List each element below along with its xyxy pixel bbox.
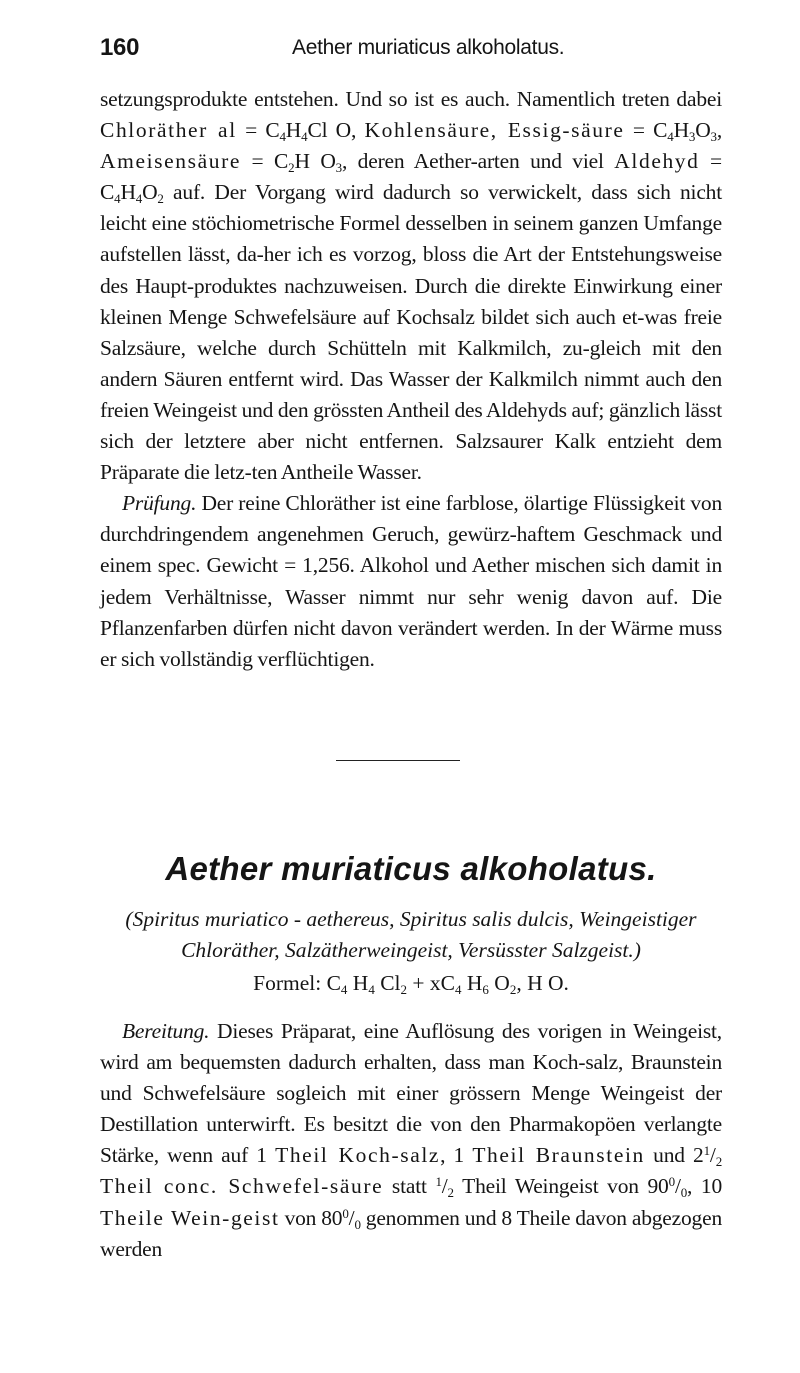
paragraph-bereitung: Bereitung. Dieses Präparat, eine Auflösung des vorigen in Weingeist, wird am bequemsten dadurch erhalten, dass man Koch-salz, Braunstein und Schwefelsäure sogleich mit einer grössern Menge Weingeist der Destillation unterwirft. Es besitzt die von den Pharmakopöen verlangte Stärke, wenn auf 1 Theil Koch-salz, 1 Theil Braunstein und $2^1/_2$ Theil conc. Schwefel-säure statt $^1/_2$ Theil Weingeist von $90^0/_0$, 10 Theile Wein-geist von $80^0/_0$ genommen und 8 Theile davon abgezogen werden <box>100 1019 723 1261</box>
section-divider <box>336 760 460 761</box>
running-title: Aether muriaticus alkoholatus. <box>292 36 565 59</box>
body-text-bottom <box>100 1016 722 1265</box>
synonyms-line-1: (Spiritus muriatico - aethereus, Spiritus salis dulcis, Weingeistiger <box>125 907 697 931</box>
body-text-top <box>100 84 722 675</box>
section-title: Aether muriaticus alkoholatus. <box>165 850 657 887</box>
section-synonyms <box>100 904 722 966</box>
chemical-formula: Formel: $C_4$ $H_4$ $Cl_2 + xC_4$ $H_6$ $O_2$, H O. <box>253 971 569 997</box>
paragraph-decomposition-products: setzungsprodukte entstehen. Und so ist es auch. Namentlich treten dabei Chloräther al = $C_4H_4Cl$ O, Kohlensäure, Essig-säure = $C_4H_3O_3$, Ameisensäure = $C_2H$ $O_3$, deren Aether-arten und viel Aldehyd = $C_4H_4O_2$ auf. Der Vorgang wird dadurch so verwickelt, dass sich nicht leicht eine stöchiometrische Formel desselben in seinem ganzen Umfange aufstellen lässt, da-her ich es vorzog, bloss die Art der Entstehungsweise des Haupt-produktes nachzuweisen. Durch die direkte Einwirkung einer kleinen Menge Schwefelsäure auf Kochsalz bildet sich auch et-was freie Salzsäure, welche durch Schütteln mit Kalkmilch, zu-gleich mit den andern Säuren entfernt wird. Das Wasser der Kalkmilch nimmt auch den freien Weingeist und den grössten Antheil des Aldehyds auf; gänzlich lässt sich der letztere aber nicht entfernen. Salzsaurer Kalk entzieht dem Präparate die letz-ten Antheile Wasser. <box>100 87 723 485</box>
page-number: 160 <box>100 34 140 61</box>
paragraph-pruefung: Prüfung. Der reine Chloräther ist eine farblose, ölartige Flüssigkeit von durchdringendem angenehmen Geruch, gewürz-haftem Geschmack und einem spec. Gewicht = 1,256. Alkohol und Aether mischen sich damit in jedem Verhältnisse, Wasser nimmt nur sehr wenig davon auf. Die Pflanzenfarben dürfen nicht davon verändert werden. In der Wärme muss er sich vollständig verflüchtigen. <box>100 491 722 671</box>
synonyms-line-2: Chloräther, Salzätherweingeist, Versüsster Salzgeist.) <box>181 938 641 962</box>
pruefung-label: Prüfung. <box>122 491 197 516</box>
bereitung-label: Bereitung. <box>122 1019 210 1043</box>
